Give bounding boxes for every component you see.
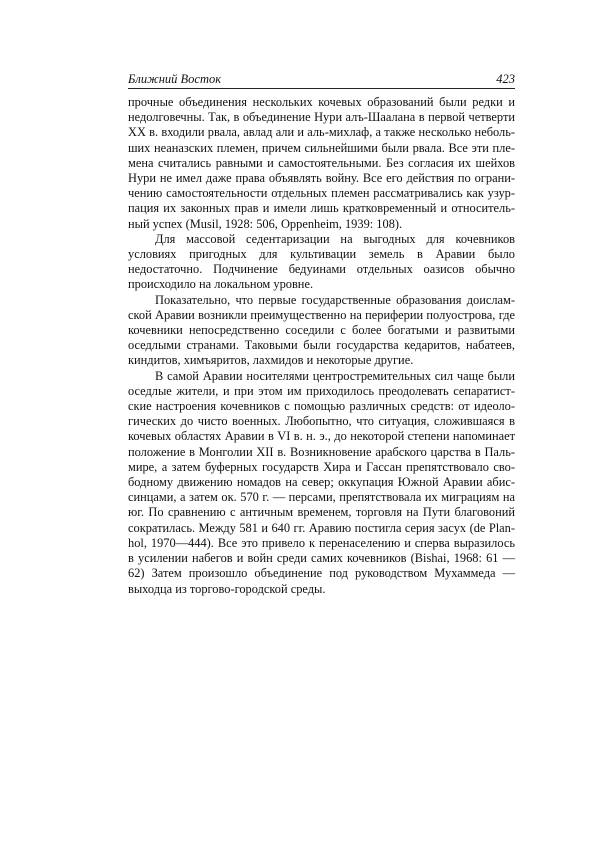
- section-title: Ближний Восток: [128, 72, 222, 86]
- paragraph-1: прочные объединения нескольких кочевых образований были редки и недолговечны. Так, в объединение Нури алъ-Шаалана в первой четверти XX в. входили рвала, авлад али и аль-михлаф, а также несколько небольших неаназских племен, причем сильнейшими были рвала. Все эти племена считались равными и самостоятельными. Без согласия их шейхов Нури не имел даже права объявлять войну. Все его действия по ограничению самостоятельности отдельных племен рассматривались как узурпация их законных прав и имели лишь кратковременный и относительный успех (Musil, 1928: 506, Oppenheim, 1939: 108).: [128, 95, 515, 231]
- paragraph-3: Показательно, что первые государственные образования доисламской Аравии возникли преимущественно на периферии полуострова, где кочевники непосредственно соседили с более богатыми и развитыми оседлыми странами. Таковыми были государства кедаритов, набатеев, киндитов, химъяритов, лахмидов и некоторые другие.: [128, 292, 515, 368]
- running-head: [128, 72, 515, 89]
- page: [128, 72, 515, 597]
- paragraph-2: Для массовой седентаризации на выгодных для кочевников условиях пригодных для культивации земель в Аравии было недостаточно. Подчинение бедуинами отдельных оазисов обычно происходило на локальном уровне.: [128, 231, 515, 292]
- body-text: [128, 95, 515, 597]
- page-number: 423: [496, 72, 515, 86]
- paragraph-4: В самой Аравии носителями центростремительных сил чаще были оседлые жители, и при этом им приходилось преодолевать сепаратистские настроения кочевников с помощью различных средств: от идеологических до чисто военных. Любопытно, что ситуация, сложившаяся в кочевых областях Аравии в VI в. н. э., до некоторой степени напоминает положение в Монголии XII в. Возникновение арабского царства в Пальмире, а затем буферных государств Хира и Гассан препятствовало свободному движению номадов на север; оккупация Южной Аравии абиссинцами, а затем ок. 570 г. — персами, препятствовала их миграциям на юг. По сравнению с античным временем, торговля на Пути благовоний сократилась. Между 581 и 640 гг. Аравию постигла серия засух (de Planhol, 1970—444). Все это привело к перенаселению и сперва выразилось в усилении набегов и войн среди самих кочевников (Bishai, 1968: 61 — 62) Затем произошло объединение под руководством Мухаммеда — выходца из торгово-городской среды.: [128, 368, 515, 596]
